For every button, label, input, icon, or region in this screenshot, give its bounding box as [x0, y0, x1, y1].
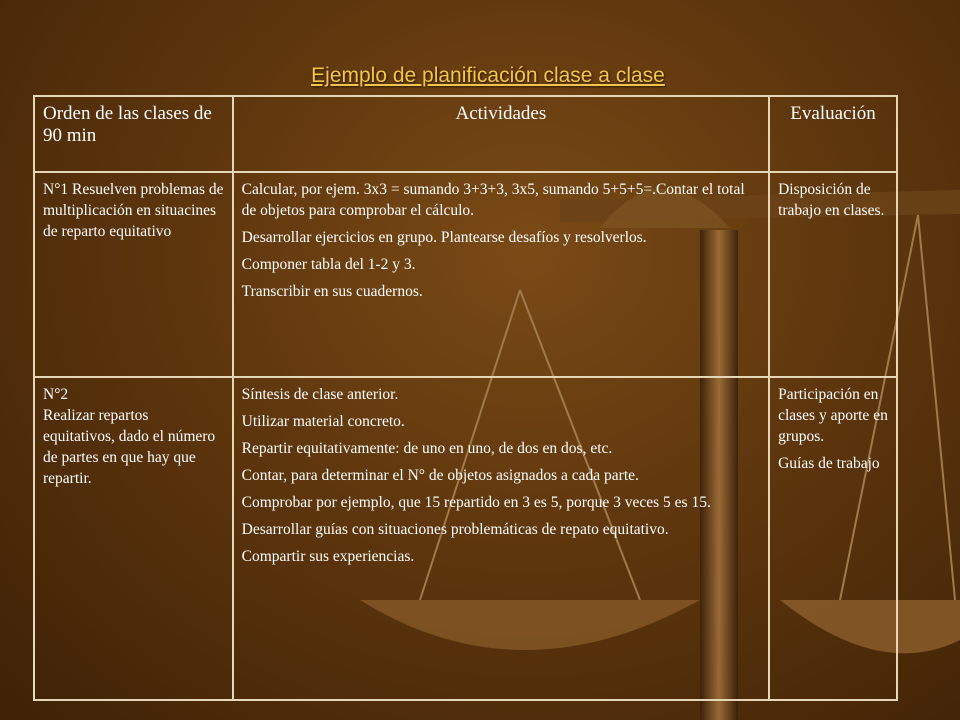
- activity-item: Compartir sus experiencias.: [241, 548, 415, 565]
- activity-item: Componer tabla del 1-2 y 3.: [241, 256, 416, 273]
- row1-activities-cell: [233, 172, 769, 377]
- row1-evaluation-cell: [769, 172, 897, 377]
- activity-item: Desarrollar ejercicios en grupo. Plantearse desafíos y resolverlos.: [241, 229, 647, 246]
- row2-order-number: N°2: [43, 386, 69, 403]
- table-row: [34, 172, 897, 377]
- activity-item: Transcribir en sus cuadernos.: [241, 283, 423, 300]
- planning-table: [33, 95, 898, 701]
- activity-item: Calcular, por ejem. 3x3 = sumando 3+3+3, 3x5, sumando 5+5+5=.Contar el total de objetos para comprobar el cálculo.: [241, 181, 745, 219]
- evaluation-item: Disposición de trabajo en clases.: [778, 181, 885, 219]
- activity-item: Comprobar por ejemplo, que 15 repartido en 3 es 5, porque 3 veces 5 es 15.: [241, 494, 711, 511]
- activity-item: Repartir equitativamente: de uno en uno, de dos en dos, etc.: [241, 440, 613, 457]
- activity-item: Contar, para determinar el N° de objetos asignados a cada parte.: [241, 467, 639, 484]
- row2-order-cell: [34, 377, 233, 700]
- header-activities: Actividades: [233, 96, 769, 172]
- table-row: [34, 377, 897, 700]
- row1-order-text: N°1 Resuelven problemas de multiplicación en situacines de reparto equitativo: [43, 181, 224, 240]
- row2-activities-cell: [233, 377, 769, 700]
- evaluation-item: Participación en clases y aporte en grupos.: [778, 386, 888, 445]
- header-order: Orden de las clases de 90 min: [34, 96, 233, 172]
- activity-item: Desarrollar guías con situaciones problemáticas de repato equitativo.: [241, 521, 669, 538]
- slide-title: Ejemplo de planificación clase a clase: [311, 64, 665, 87]
- row2-evaluation-cell: [769, 377, 897, 700]
- row1-order-cell: [34, 172, 233, 377]
- activity-item: Utilizar material concreto.: [241, 413, 405, 430]
- header-evaluation: Evaluación: [769, 96, 897, 172]
- row2-order-text: Realizar repartos equitativos, dado el número de partes en que hay que repartir.: [43, 407, 216, 487]
- activity-item: Síntesis de clase anterior.: [241, 386, 399, 403]
- table-header-row: [34, 96, 897, 172]
- evaluation-item: Guías de trabajo: [778, 455, 880, 472]
